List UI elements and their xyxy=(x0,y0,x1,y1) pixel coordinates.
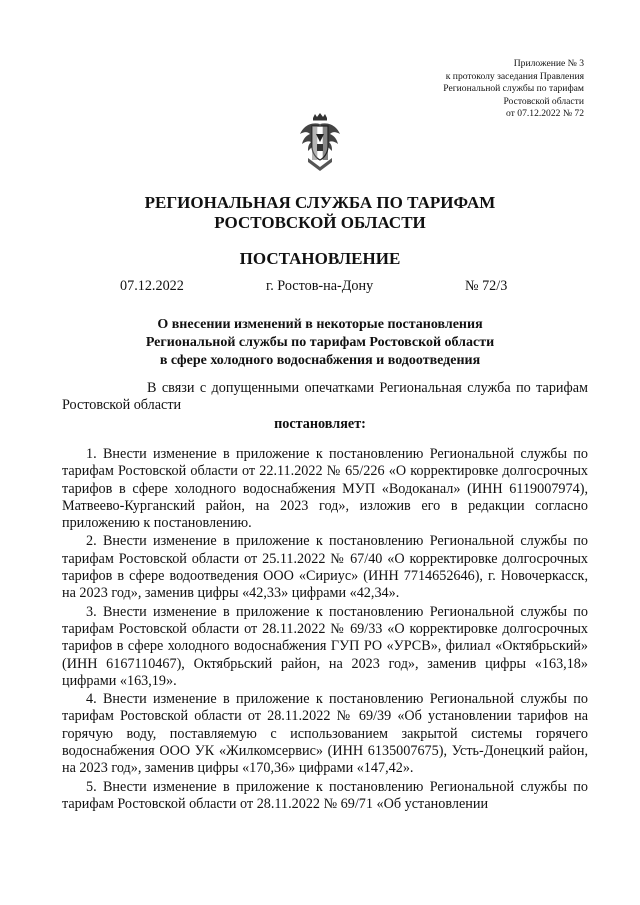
subject-line: в сфере холодного водоснабжения и водоотведения xyxy=(159,353,481,368)
annex-line: Приложение № 3 xyxy=(513,58,584,69)
rostov-coat-of-arms-icon xyxy=(298,112,342,172)
document-type: ПОСТАНОВЛЕНИЕ xyxy=(239,249,401,268)
organization-title-line: РЕГИОНАЛЬНАЯ СЛУЖБА ПО ТАРИФАМ xyxy=(144,193,496,212)
decree-item: 5. Внести изменение в приложение к постановлению Региональной службы по тарифам Ростовской области от 28.11.2022 № 69/71 «Об установлении xyxy=(62,778,588,812)
decree-item: 2. Внести изменение в приложение к постановлению Региональной службы по тарифам Ростовской области от 25.11.2022 № 67/40 «О корректировке долгосрочных тарифов в сфере водоотведения ООО «Сириус» (ИНН 7714652646), г. Новочеркасск, на 2023 год», заменив цифры «42,33» цифрами «42,34». xyxy=(62,533,588,602)
document-subject xyxy=(110,316,530,370)
annex-line: Ростовской области xyxy=(503,95,584,107)
document-date: 07.12.2022 xyxy=(120,278,184,294)
subject-line: О внесении изменений в некоторые постановления xyxy=(157,317,483,332)
intro-paragraph: В связи с допущенными опечатками Региональная служба по тарифам Ростовской области xyxy=(62,380,588,414)
decree-items xyxy=(62,446,588,814)
organization-title xyxy=(60,193,580,233)
decree-word: постановляет: xyxy=(274,416,366,432)
decree-item: 1. Внести изменение в приложение к постановлению Региональной службы по тарифам Ростовской области от 22.11.2022 № 65/226 «О корректировке долгосрочных тарифов в сфере холодного водоснабжения МУП «Водоканал» (ИНН 6119007974), Матвеево-Курганский район, на 2023 год», изложив его в редакции согласно приложению к постановлению. xyxy=(62,446,588,532)
annex-note xyxy=(364,58,584,121)
document-number: № 72/3 xyxy=(465,278,508,294)
annex-line: от 07.12.2022 № 72 xyxy=(506,108,584,120)
annex-line: к протоколу заседания Правления xyxy=(445,70,584,82)
organization-title-line: РОСТОВСКОЙ ОБЛАСТИ xyxy=(214,213,426,232)
decree-item: 4. Внести изменение в приложение к постановлению Региональной службы по тарифам Ростовской области от 28.11.2022 № 69/39 «Об установлении тарифов на горячую воду, поставляемую с использованием закрытой системы горячего водоснабжения ООО УК «Жилкомсервис» (ИНН 6135007675), Усть-Донецкий район, на 2023 год», заменив цифры «170,36» цифрами «147,42». xyxy=(62,691,588,777)
document-city: г. Ростов-на-Дону xyxy=(266,278,374,294)
annex-line: Региональной службы по тарифам xyxy=(443,83,584,95)
subject-line: Региональной службы по тарифам Ростовской области xyxy=(145,335,495,350)
decree-item: 3. Внести изменение в приложение к постановлению Региональной службы по тарифам Ростовской области от 28.11.2022 № 69/33 «О корректировке долгосрочных тарифов в сфере холодного водоснабжения ГУП РО «УРСВ», филиал «Октябрьский» (ИНН 6167110467), Октябрьский район, на 2023 год», заменив цифры «163,18» цифрами «163,19». xyxy=(62,603,588,689)
